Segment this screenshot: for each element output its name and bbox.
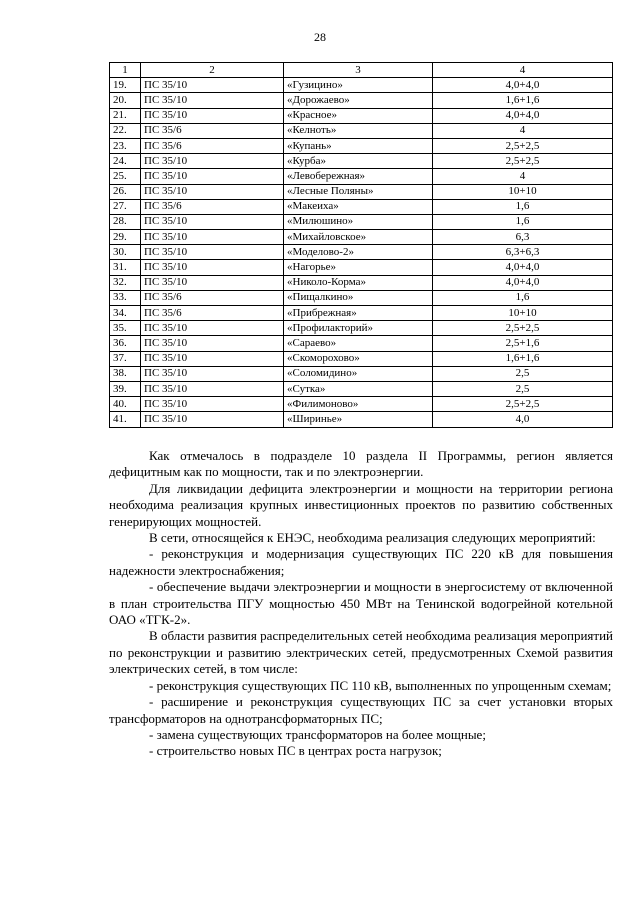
table-row bbox=[110, 214, 613, 229]
table-row bbox=[110, 275, 613, 290]
transformer-capacity-cell: 4,0+4,0 bbox=[433, 78, 613, 93]
transformer-capacity-cell: 2,5 bbox=[433, 366, 613, 381]
transformer-capacity-cell: 4 bbox=[433, 123, 613, 138]
table-row bbox=[110, 199, 613, 214]
row-number-cell: 35. bbox=[110, 321, 141, 336]
transformer-capacity-cell: 2,5+2,5 bbox=[433, 397, 613, 412]
substation-name-cell: «Прибрежная» bbox=[284, 306, 433, 321]
table-row bbox=[110, 260, 613, 275]
row-number-cell: 28. bbox=[110, 214, 141, 229]
transformer-capacity-cell: 2,5 bbox=[433, 381, 613, 396]
transformer-capacity-cell: 2,5+2,5 bbox=[433, 321, 613, 336]
table-row bbox=[110, 351, 613, 366]
substation-type-cell: ПС 35/10 bbox=[141, 412, 284, 427]
substation-type-cell: ПС 35/10 bbox=[141, 78, 284, 93]
table-row bbox=[110, 123, 613, 138]
substation-type-cell: ПС 35/10 bbox=[141, 245, 284, 260]
row-number-cell: 19. bbox=[110, 78, 141, 93]
substation-name-cell: «Соломидино» bbox=[284, 366, 433, 381]
table-row bbox=[110, 230, 613, 245]
paragraph: Для ликвидации дефицита электроэнергии и мощности на территории региона необходима реализация крупных инвестиционных проектов по развитию собственных генерирующих мощностей. bbox=[109, 480, 613, 529]
transformer-capacity-cell: 1,6+1,6 bbox=[433, 93, 613, 108]
substation-type-cell: ПС 35/10 bbox=[141, 275, 284, 290]
substation-name-cell: «Левобережная» bbox=[284, 169, 433, 184]
substation-type-cell: ПС 35/6 bbox=[141, 199, 284, 214]
substation-type-cell: ПС 35/10 bbox=[141, 260, 284, 275]
substation-name-cell: «Сараево» bbox=[284, 336, 433, 351]
transformer-capacity-cell: 1,6 bbox=[433, 214, 613, 229]
row-number-cell: 20. bbox=[110, 93, 141, 108]
body-text bbox=[109, 448, 613, 760]
substation-type-cell: ПС 35/6 bbox=[141, 306, 284, 321]
transformer-capacity-cell: 6,3+6,3 bbox=[433, 245, 613, 260]
substation-type-cell: ПС 35/10 bbox=[141, 169, 284, 184]
substation-type-cell: ПС 35/10 bbox=[141, 381, 284, 396]
substation-name-cell: «Филимоново» bbox=[284, 397, 433, 412]
table-row bbox=[110, 306, 613, 321]
substation-type-cell: ПС 35/10 bbox=[141, 397, 284, 412]
row-number-cell: 33. bbox=[110, 290, 141, 305]
row-number-cell: 31. bbox=[110, 260, 141, 275]
substation-type-cell: ПС 35/10 bbox=[141, 184, 284, 199]
transformer-capacity-cell: 10+10 bbox=[433, 306, 613, 321]
substation-name-cell: «Михайловское» bbox=[284, 230, 433, 245]
transformer-capacity-cell: 10+10 bbox=[433, 184, 613, 199]
bullet-item: - обеспечение выдачи электроэнергии и мощности в энергосистему от включенной в план строительства ПГУ мощностью 450 МВт на Тенинской водогрейной котельной ОАО «ТГК-2». bbox=[109, 579, 613, 628]
paragraph: В области развития распределительных сетей необходима реализация мероприятий по реконструкции и развитию электрических сетей, предусмотренных Схемой развития электрических сетей, в том числе: bbox=[109, 628, 613, 677]
transformer-capacity-cell: 2,5+2,5 bbox=[433, 138, 613, 153]
table-row bbox=[110, 138, 613, 153]
transformer-capacity-cell: 2,5+1,6 bbox=[433, 336, 613, 351]
row-number-cell: 21. bbox=[110, 108, 141, 123]
page-number: 28 bbox=[314, 30, 326, 44]
substation-name-cell: «Лесные Поляны» bbox=[284, 184, 433, 199]
table-row bbox=[110, 381, 613, 396]
table-row bbox=[110, 78, 613, 93]
substation-type-cell: ПС 35/10 bbox=[141, 154, 284, 169]
transformer-capacity-cell: 4,0+4,0 bbox=[433, 260, 613, 275]
table-header-row bbox=[110, 63, 613, 78]
table-row bbox=[110, 366, 613, 381]
bullet-item: - строительство новых ПС в центрах роста нагрузок; bbox=[149, 743, 442, 759]
substation-name-cell: «Келноть» bbox=[284, 123, 433, 138]
table-row bbox=[110, 93, 613, 108]
row-number-cell: 30. bbox=[110, 245, 141, 260]
header-cell: 4 bbox=[433, 63, 613, 78]
substation-name-cell: «Нагорье» bbox=[284, 260, 433, 275]
transformer-capacity-cell: 2,5+2,5 bbox=[433, 154, 613, 169]
row-number-cell: 41. bbox=[110, 412, 141, 427]
row-number-cell: 32. bbox=[110, 275, 141, 290]
header-cell: 1 bbox=[110, 63, 141, 78]
substation-name-cell: «Моделово-2» bbox=[284, 245, 433, 260]
substation-name-cell: «Ширинье» bbox=[284, 412, 433, 427]
row-number-cell: 39. bbox=[110, 381, 141, 396]
substation-name-cell: «Купань» bbox=[284, 138, 433, 153]
bullet-item: - замена существующих трансформаторов на более мощные; bbox=[149, 726, 486, 742]
substation-name-cell: «Милюшино» bbox=[284, 214, 433, 229]
substation-name-cell: «Макеиха» bbox=[284, 199, 433, 214]
substation-type-cell: ПС 35/6 bbox=[141, 123, 284, 138]
substation-type-cell: ПС 35/10 bbox=[141, 321, 284, 336]
bullet-item: - реконструкция существующих ПС 110 кВ, выполненных по упрощенным схемам; bbox=[149, 677, 612, 693]
substation-name-cell: «Скоморохово» bbox=[284, 351, 433, 366]
table-row bbox=[110, 397, 613, 412]
table-row bbox=[110, 412, 613, 427]
transformer-capacity-cell: 1,6 bbox=[433, 199, 613, 214]
row-number-cell: 37. bbox=[110, 351, 141, 366]
substation-type-cell: ПС 35/10 bbox=[141, 108, 284, 123]
table-row bbox=[110, 290, 613, 305]
substation-name-cell: «Курба» bbox=[284, 154, 433, 169]
transformer-capacity-cell: 1,6 bbox=[433, 290, 613, 305]
row-number-cell: 25. bbox=[110, 169, 141, 184]
substation-type-cell: ПС 35/10 bbox=[141, 336, 284, 351]
transformer-capacity-cell: 1,6+1,6 bbox=[433, 351, 613, 366]
paragraph: В сети, относящейся к ЕНЭС, необходима реализация следующих мероприятий: bbox=[149, 530, 596, 546]
row-number-cell: 26. bbox=[110, 184, 141, 199]
substation-type-cell: ПС 35/10 bbox=[141, 214, 284, 229]
table-row bbox=[110, 169, 613, 184]
header-cell: 3 bbox=[284, 63, 433, 78]
substation-name-cell: «Николо-Корма» bbox=[284, 275, 433, 290]
substation-name-cell: «Красное» bbox=[284, 108, 433, 123]
row-number-cell: 36. bbox=[110, 336, 141, 351]
substation-type-cell: ПС 35/10 bbox=[141, 351, 284, 366]
row-number-cell: 27. bbox=[110, 199, 141, 214]
header-cell: 2 bbox=[141, 63, 284, 78]
substation-name-cell: «Гузицино» bbox=[284, 78, 433, 93]
substation-type-cell: ПС 35/6 bbox=[141, 138, 284, 153]
substation-type-cell: ПС 35/10 bbox=[141, 366, 284, 381]
substation-name-cell: «Пищалкино» bbox=[284, 290, 433, 305]
row-number-cell: 22. bbox=[110, 123, 141, 138]
transformer-capacity-cell: 4,0+4,0 bbox=[433, 275, 613, 290]
substation-type-cell: ПС 35/6 bbox=[141, 290, 284, 305]
transformer-capacity-cell: 4 bbox=[433, 169, 613, 184]
row-number-cell: 24. bbox=[110, 154, 141, 169]
table-row bbox=[110, 154, 613, 169]
table-row bbox=[110, 184, 613, 199]
transformer-capacity-cell: 6,3 bbox=[433, 230, 613, 245]
substation-type-cell: ПС 35/10 bbox=[141, 230, 284, 245]
substation-name-cell: «Дорожаево» bbox=[284, 93, 433, 108]
table-row bbox=[110, 336, 613, 351]
table-row bbox=[110, 321, 613, 336]
row-number-cell: 34. bbox=[110, 306, 141, 321]
paragraph: Как отмечалось в подразделе 10 раздела II Программы, регион является дефицитным как по мощности, так и по электроэнергии. bbox=[109, 448, 613, 480]
substation-name-cell: «Сутка» bbox=[284, 381, 433, 396]
table-row bbox=[110, 245, 613, 260]
substations-table bbox=[109, 62, 613, 428]
transformer-capacity-cell: 4,0 bbox=[433, 412, 613, 427]
bullet-item: - расширение и реконструкция существующих ПС за счет установки вторых трансформаторов на однотрансформаторных ПС; bbox=[109, 694, 613, 726]
row-number-cell: 40. bbox=[110, 397, 141, 412]
bullet-item: - реконструкция и модернизация существующих ПС 220 кВ для повышения надежности электроснабжения; bbox=[109, 546, 613, 578]
row-number-cell: 23. bbox=[110, 138, 141, 153]
table-row bbox=[110, 108, 613, 123]
row-number-cell: 38. bbox=[110, 366, 141, 381]
row-number-cell: 29. bbox=[110, 230, 141, 245]
transformer-capacity-cell: 4,0+4,0 bbox=[433, 108, 613, 123]
substation-name-cell: «Профилакторий» bbox=[284, 321, 433, 336]
substation-type-cell: ПС 35/10 bbox=[141, 93, 284, 108]
